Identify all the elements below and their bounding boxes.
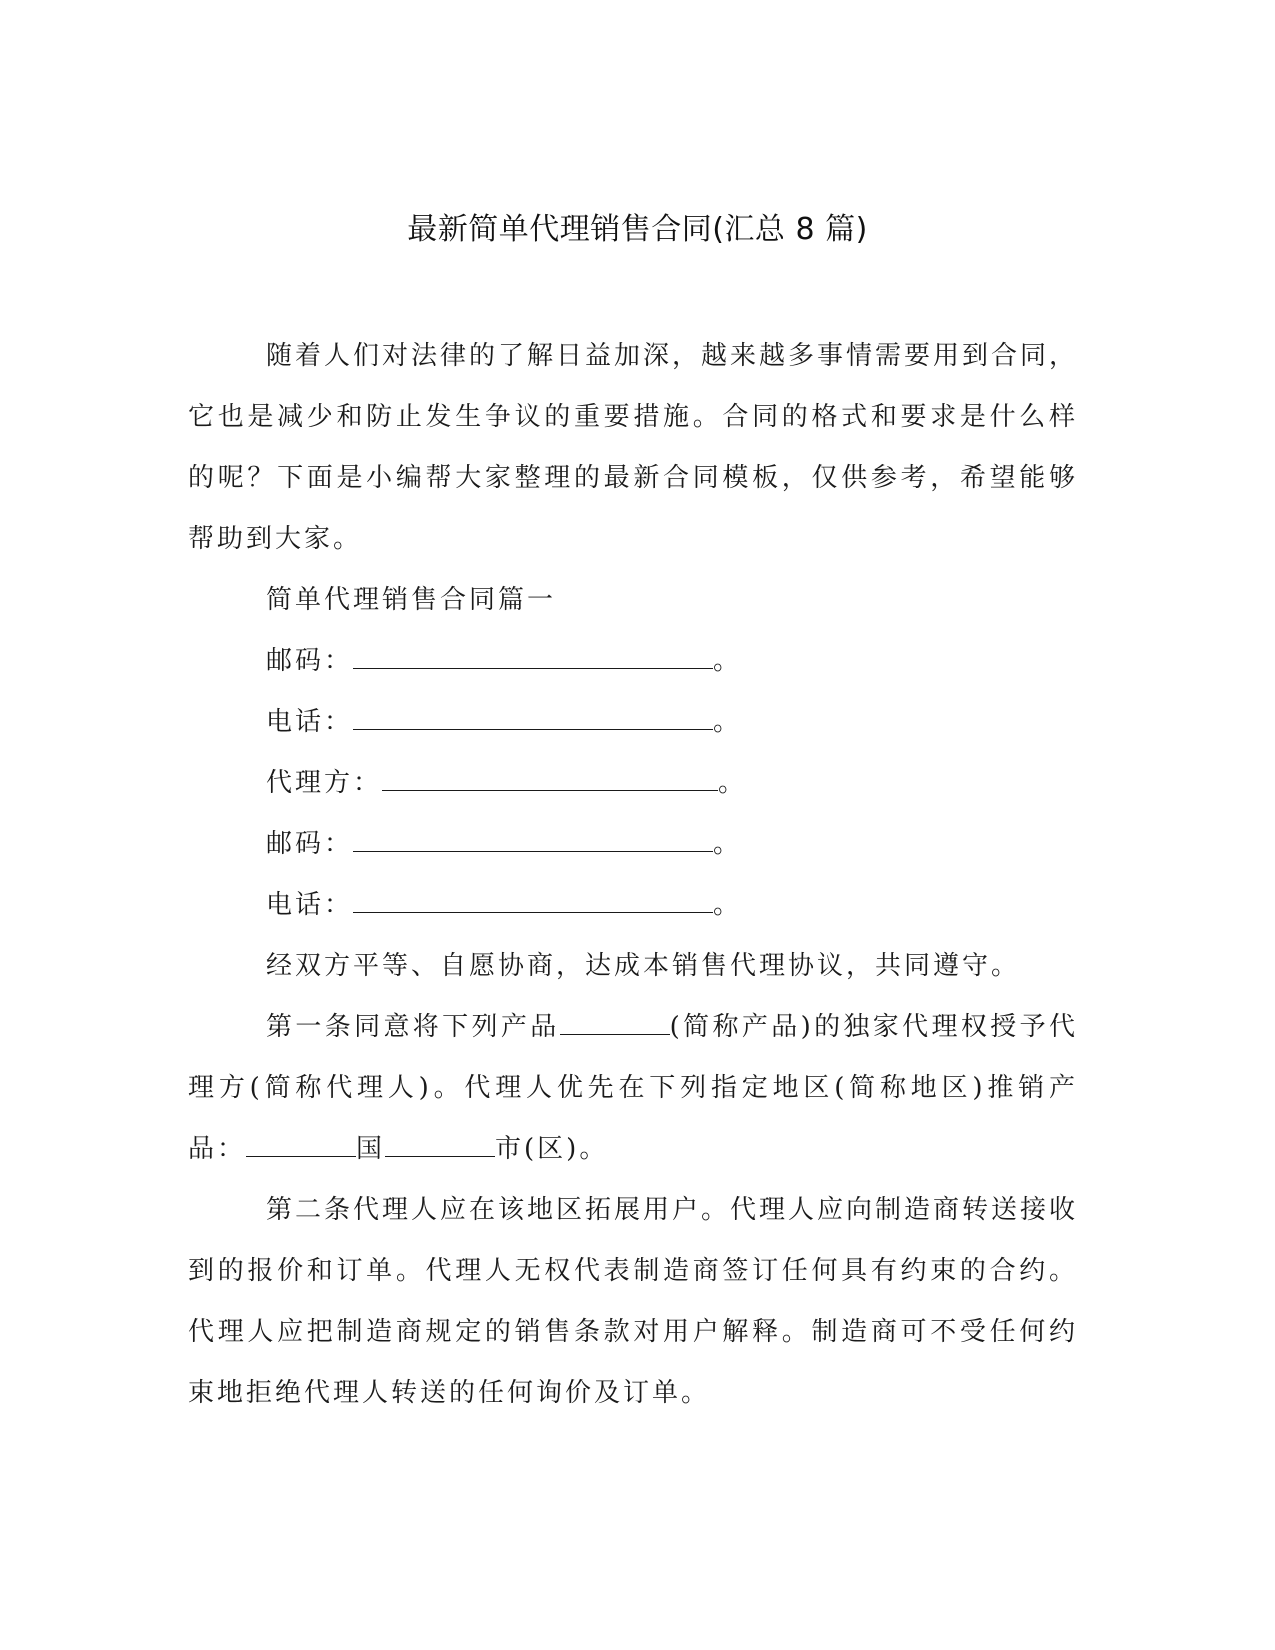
field-phone-2 [188,875,1078,936]
field-label: 邮码： [266,646,354,676]
field-end: 。 [713,646,743,676]
blank-line [353,890,713,913]
field-label: 邮码： [266,829,354,859]
document-body [188,326,1078,1424]
blank-line [382,768,718,791]
field-postcode-2 [188,814,1078,875]
field-end: 。 [713,890,743,920]
field-label: 电话： [266,890,354,920]
field-label: 代理方： [266,768,383,798]
section-title: 简单代理销售合同篇一 [266,585,557,615]
article-1-text: 第一条同意将下列产品 [266,1012,560,1042]
intro-paragraph: 随着人们对法律的了解日益加深，越来越多事情需要用到合同，它也是减少和防止发生争议的重要措施。合同的格式和要求是什么样的呢？下面是小编帮大家整理的最新合同模板，仅供参考，希望能够帮助到大家。 [188,341,1079,554]
article-1-paragraph [188,997,1078,1180]
field-agent [188,753,1078,814]
blank-line [353,646,713,669]
article-1-text: 国 [356,1134,386,1164]
article-2-paragraph: 第二条代理人应在该地区拓展用户。代理人应向制造商转送接收到的报价和订单。代理人无权代表制造商签订任何具有约束的合约。代理人应把制造商规定的销售条款对用户解释。制造商可不受任何约束地拒绝代理人转送的任何询价及订单。 [188,1195,1079,1408]
field-end: 。 [718,768,748,798]
field-end: 。 [713,707,743,737]
blank-line [385,1134,495,1157]
article-1-text: 市(区)。 [495,1134,609,1164]
field-postcode-1 [188,631,1078,692]
blank-line [353,829,713,852]
field-label: 电话： [266,707,354,737]
field-phone-1 [188,692,1078,753]
blank-line [560,1012,670,1035]
agreement-paragraph: 经双方平等、自愿协商，达成本销售代理协议，共同遵守。 [266,951,1021,981]
blank-line [246,1134,356,1157]
blank-line [353,707,713,730]
document-title: 最新简单代理销售合同(汇总 8 篇) [407,212,868,247]
article-1-text: (简称产品)的独家代理权授予代理方(简称代理人)。代理人优先在下列指定地区(简称地区)推销产品： [188,1012,1078,1164]
field-end: 。 [713,829,743,859]
